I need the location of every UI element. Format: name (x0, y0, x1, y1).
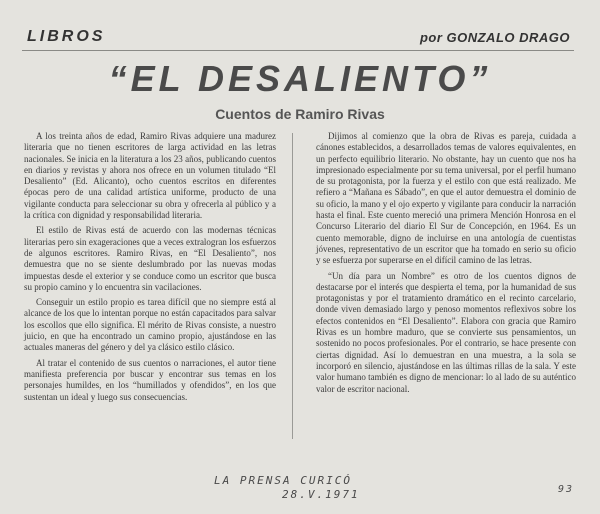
column-divider (292, 133, 293, 439)
paragraph: Dijimos al comienzo que la obra de Rivas es pareja, cuidada a cánones establecidos, a desarrollados temas de valores equivalentes, en un perfecto equilibrio literario. No obstante, hay un cuento que nos ha impresionado especialmente por su tema universal, por el perfil humano de su protagonista, por la fuerza y el estilo con que está realizado. Me refiero a “Mañana es Sábado”, en que el autor demuestra el dominio de su oficio, la mano y el ojo experto y vigilante para conducir la narración hasta el final. Este cuento mereció una primera Mención Honrosa en el Concurso Literario del diario El Sur de Concepción, en 1964. Es un cuento memorable, digno de incluirse en una antología de cuentistas jóvenes, representativo de un escritor que ha tomado en serio su oficio y se esfuerza por superarse en el difícil camino de las letras. (316, 131, 576, 266)
article-title: “EL DESALIENTO” (108, 58, 492, 99)
paragraph: Conseguir un estilo propio es tarea difícil que no siempre está al alcance de los que lo intentan porque no están capacitados para salvar los escollos que ello significa. El mérito de Rivas consiste, a nuestro juicio, en que ha encontrado un camino propio, ajustándose en las actuales maneras del género y del ya clásico estilo clásico. (24, 297, 276, 353)
paragraph: Al tratar el contenido de sus cuentos o narraciones, el autor tiene manifiesta preferencia por buscar y encontrar sus temas en los personajes humildes, en los “humillados y ofendidos”, en los que sustentan un ideal y luego sus consecuencias. (24, 357, 276, 402)
handwritten-date: 28.V.1971 (282, 488, 360, 501)
paragraph: El estilo de Rivas está de acuerdo con las modernas técnicas literarias pero sin exageraciones que a veces extralogran los esfuerzos de algunos escritores. Ramiro Rivas, en “El Desaliento”, nos demuestra que no se siente deslumbrado por las nuevas modas impuestas desde el exterior y se conduce como un escritor que busca su propio camino y lo encuentra sin vacilaciones. (24, 225, 276, 292)
right-column (316, 131, 576, 399)
article-subtitle: Cuentos de Ramiro Rivas (215, 106, 385, 122)
header-rule (22, 50, 574, 51)
section-label: LIBROS (27, 28, 106, 45)
author-byline: por GONZALO DRAGO (419, 30, 570, 45)
handwritten-source: LA PRENSA CURICÓ (214, 474, 352, 487)
paragraph: A los treinta años de edad, Ramiro Rivas adquiere una madurez literaria que no tienen escritores de larga actividad en las letras nacionales. Se inicia en la literatura a los 23 años, publicando cuentos en diarios y revistas y ahora nos ofrece en un volumen titulado “El Desaliento” (Ed. Alicanto), ocho cuentos escritos en diferentes épocas pero de una calidad artística uniforme, producto de una vigilante conducta para seleccionar su obra y ofrecerla al público y a la crítica con dignidad y responsabilidad literaria. (24, 131, 276, 221)
left-column (24, 131, 276, 407)
handwritten-page-number: 93 (558, 484, 575, 495)
paragraph: “Un día para un Nombre” es otro de los cuentos dignos de destacarse por el interés que despierta el tema, por la humanidad de sus protagonistas y por el tratamiento dramático en el recinto carcelario, donde viven demasiado largo y penoso momentos reflexivos sobre los efectos contenidos en “El Desaliento”. Elabora con gracia que Ramiro Rivas es un hombre maduro, que se convierte sus pensamientos, un sostenido no pocos profesionales. Por el contrario, se hace presente con ciertas dignidad. Así lo demuestran en una muestra, a la sola se incorporó en silencio, ajustándose en las últimas rillas de la sala. Y este valor humano también es digno de mencionar: lo al lado de su auténtico valor de escritor nacional. (316, 270, 576, 394)
